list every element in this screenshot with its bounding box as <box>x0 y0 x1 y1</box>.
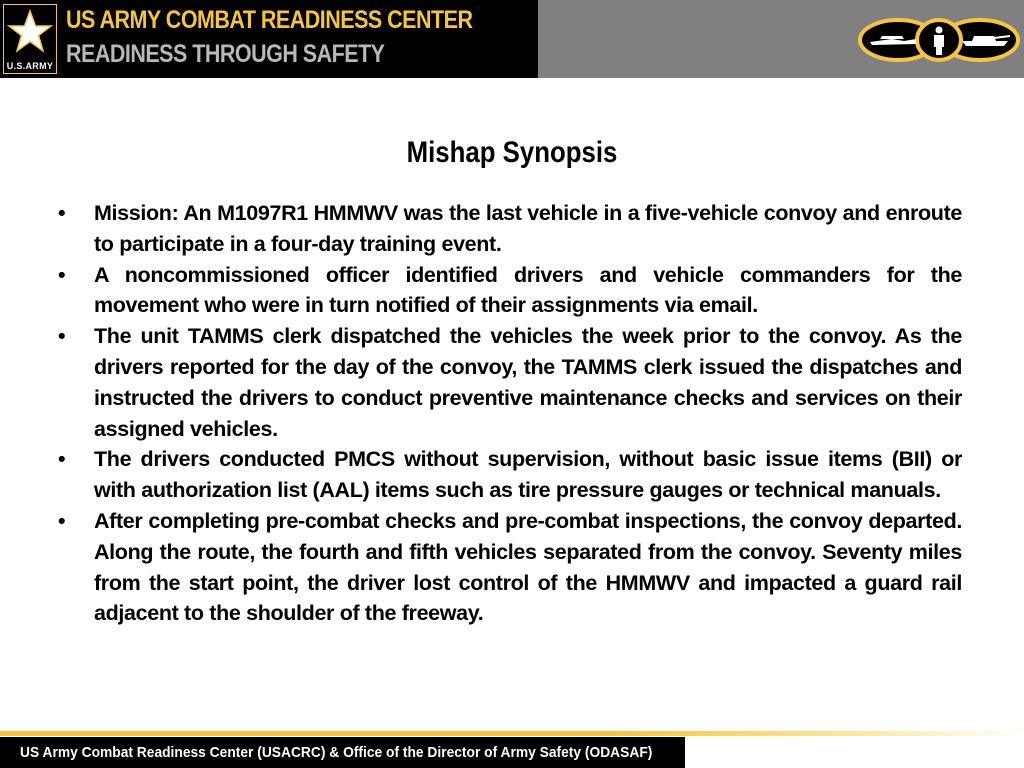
bullet-list <box>58 198 962 629</box>
bullet-item <box>58 260 962 322</box>
bullet-item <box>58 444 962 506</box>
bullet-icon: • <box>58 201 66 225</box>
footer-text: US Army Combat Readiness Center (USACRC) & Office of the Director of Army Safety (ODASAF) <box>20 744 653 761</box>
org-slogan: READINESS THROUGH SAFETY <box>66 40 385 68</box>
bullet-icon: • <box>58 508 66 533</box>
slide-title: Mishap Synopsis <box>406 136 618 169</box>
footer-divider <box>0 731 1024 736</box>
footer-bar <box>0 737 685 768</box>
bullet-item <box>58 198 962 260</box>
org-title: US ARMY COMBAT READINESS CENTER <box>66 6 473 34</box>
bullet-text: A noncommissioned officer identified drivers and vehicle commanders for the movement who were in turn notified of their assignments via email. <box>94 262 962 318</box>
bullet-text: Mission: An M1097R1 HMMWV was the last vehicle in a five-vehicle convoy and enroute to participate in a four-day training event. <box>94 201 962 256</box>
army-logo-label: U.S.ARMY <box>6 61 54 71</box>
bullet-item <box>58 506 962 629</box>
army-star-logo <box>3 4 57 74</box>
bullet-icon: • <box>58 262 66 287</box>
slide-body <box>58 198 962 629</box>
bullet-text: After completing pre-combat checks and pre-combat inspections, the convoy departed. Along the route, the fourth and fifth vehicles separated from the convoy. Seventy miles from the start point, the driver lost control of the HMMWV and impacted a guard rail adjacent to the shoulder of the freeway. <box>94 508 962 626</box>
bullet-icon: • <box>58 447 66 472</box>
star-icon <box>4 5 56 59</box>
bullet-item <box>58 321 962 444</box>
header-title-panel <box>0 0 538 78</box>
header-bar <box>0 0 1024 78</box>
bullet-text: The drivers conducted PMCS without supervision, without basic issue items (BII) or with authorization list (AAL) items such as tire pressure gauges or technical manuals. <box>94 447 962 503</box>
bullet-text: The unit TAMMS clerk dispatched the vehicles the week prior to the convoy. As the drivers reported for the day of the convoy, the TAMMS clerk issued the dispatches and instructed the drivers to conduct preventive maintenance checks and services on their assigned vehicles. <box>94 324 962 441</box>
bullet-icon: • <box>58 324 66 349</box>
readiness-emblem-icon <box>858 17 1020 63</box>
